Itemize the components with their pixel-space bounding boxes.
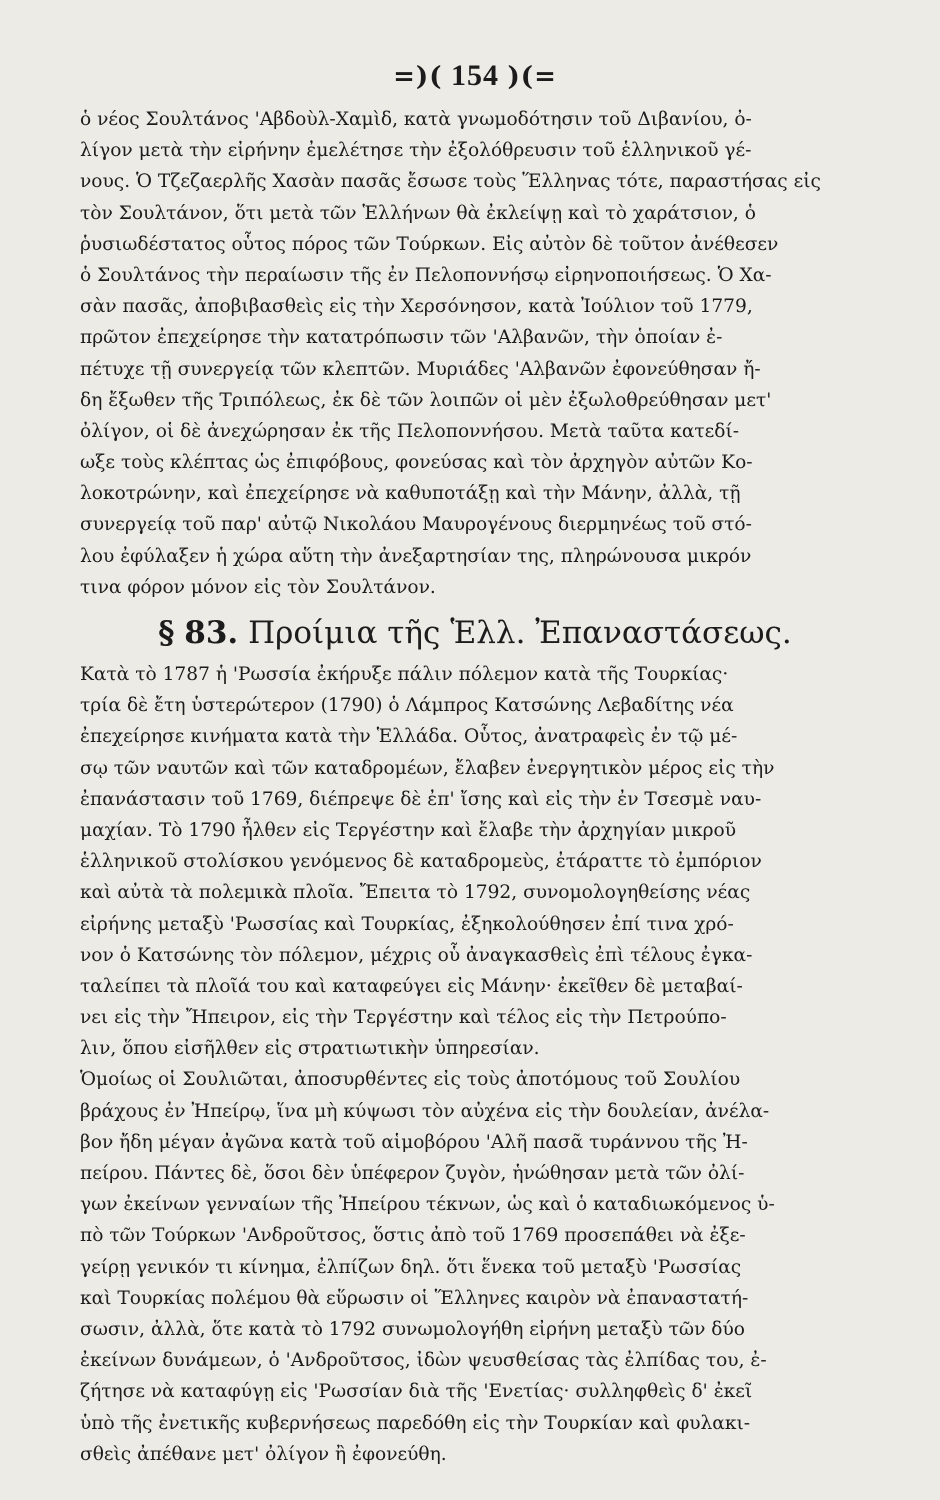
text-line: συνεργείᾳ τοῦ παρ' αὐτῷ Νικολάου Μαυρογένους διερμηνέως τοῦ στό- <box>80 514 752 536</box>
text-line: βράχους ἐν Ἠπείρῳ, ἵνα μὴ κύψωσι τὸν αὐχένα εἰς τὴν δουλείαν, ἀνέλα- <box>80 1100 770 1122</box>
text-line: νει εἰς τὴν Ἤπειρον, εἰς τὴν Τεργέστην καὶ τέλος εἰς τὴν Πετρούπο- <box>80 1007 727 1029</box>
text-line: εἰρήνης μεταξὺ 'Ρωσσίας καὶ Τουρκίας, ἐξηκολούθησεν ἐπί τινα χρό- <box>80 913 734 935</box>
text-line: ἐπανάστασιν τοῦ 1769, διέπρεψε δὲ ἐπ' ἴσης καὶ εἰς τὴν ἐν Τσεσμὲ ναυ- <box>80 788 762 810</box>
text-line: μαχίαν. Τὸ 1790 ἦλθεν εἰς Τεργέστην καὶ ἔλαβε τὴν ἀρχηγίαν μικροῦ <box>80 819 736 841</box>
paragraph-3 <box>80 1064 870 1469</box>
text-line: σῳ τῶν ναυτῶν καὶ τῶν καταδρομέων, ἔλαβεν ἐνεργητικὸν μέρος εἰς τὴν <box>80 757 775 779</box>
text-line: λοκοτρώνην, καὶ ἐπεχείρησε νὰ καθυποτάξῃ καὶ τὴν Μάνην, ἀλλὰ, τῇ <box>80 483 741 505</box>
text-line: πὸ τῶν Τούρκων 'Ανδροῦτσος, ὅστις ἀπὸ τοῦ 1769 προσεπάθει νὰ ἐξε- <box>80 1225 746 1247</box>
header-right-ornament: )(= <box>507 62 557 92</box>
section-heading <box>80 607 870 659</box>
text-line: Ὁμοίως οἱ Σουλιῶται, ἀποσυρθέντες εἰς τοὺς ἀποτόμους τοῦ Σουλίου <box>80 1069 741 1091</box>
text-line: ὁ Σουλτάνος τὴν περαίωσιν τῆς ἐν Πελοποννήσῳ εἰρηνοποιήσεως. Ὁ Χα- <box>80 264 772 286</box>
header-left-ornament: =)( <box>393 62 443 92</box>
text-line: πέτυχε τῇ συνεργείᾳ τῶν κλεπτῶν. Μυριάδες 'Αλβανῶν ἐφονεύθησαν ἤ- <box>80 358 761 380</box>
section-symbol: § <box>158 615 175 651</box>
text-line: λίγον μετὰ τὴν εἰρήνην ἐμελέτησε τὴν ἐξολόθρευσιν τοῦ ἑλληνικοῦ γέ- <box>80 140 752 162</box>
page-number: 154 <box>451 59 499 92</box>
text-line: νους. Ὁ Τζεζαερλῆς Χασὰν πασᾶς ἔσωσε τοὺς Ἕλληνας τότε, παραστήσας εἰς <box>80 171 821 193</box>
text-line: σὰν πασᾶς, ἀποβιβασθεὶς εἰς τὴν Χερσόνησον, κατὰ Ἰούλιον τοῦ 1779, <box>80 296 753 318</box>
text-line: λου ἐφύλαξεν ἡ χώρα αὕτη τὴν ἀνεξαρτησίαν της, πληρώνουσα μικρόν <box>80 545 752 567</box>
text-line: σθεὶς ἀπέθανε μετ' ὀλίγον ἢ ἐφονεύθη. <box>80 1443 447 1465</box>
page-header <box>80 56 870 96</box>
text-line: καὶ αὐτὰ τὰ πολεμικὰ πλοῖα. Ἔπειτα τὸ 1792, συνομολογηθείσης νέας <box>80 882 751 904</box>
text-line: ὁ νέος Σουλτάνος 'Αβδοὺλ-Χαμὶδ, κατὰ γνωμοδότησιν τοῦ Διβανίου, ὀ- <box>80 109 752 130</box>
text-line: πρῶτον ἐπεχείρησε τὴν κατατρόπωσιν τῶν 'Αλβανῶν, τὴν ὁποίαν ἐ- <box>80 327 723 349</box>
text-line: ὑπὸ τῆς ἐνετικῆς κυβερνήσεως παρεδόθη εἰς τὴν Τουρκίαν καὶ φυλακι- <box>80 1412 751 1434</box>
text-line: ωξε τοὺς κλέπτας ὡς ἐπιφόβους, φονεύσας καὶ τὸν ἀρχηγὸν αὐτῶν Κο- <box>80 452 753 474</box>
text-line: ῥυσιωδέστατος οὗτος πόρος τῶν Τούρκων. Εἰς αὐτὸν δὲ τοῦτον ἀνέθεσεν <box>80 233 779 255</box>
text-line: καὶ Τουρκίας πολέμου θὰ εὕρωσιν οἱ Ἕλληνες καιρὸν νὰ ἐπαναστατή- <box>80 1287 749 1309</box>
text-line: νον ὁ Κατσώνης τὸν πόλεμον, μέχρις οὗ ἀναγκασθεὶς ἐπὶ τέλους ἐγκα- <box>80 944 753 966</box>
text-line: Κατὰ τὸ 1787 ἡ 'Ρωσσία ἐκήρυξε πάλιν πόλεμον κατὰ τῆς Τουρκίας· <box>80 664 729 685</box>
text-line: τινα φόρον μόνον εἰς τὸν Σουλτάνον. <box>80 576 436 598</box>
text-line: ζήτησε νὰ καταφύγῃ εἰς 'Ρωσσίαν διὰ τῆς 'Ενετίας· συλληφθεὶς δ' ἐκεῖ <box>80 1381 753 1403</box>
section-number: 83. <box>184 615 239 651</box>
text-line: ὀλίγον, οἱ δὲ ἀνεχώρησαν ἐκ τῆς Πελοποννήσου. Μετὰ ταῦτα κατεδί- <box>80 420 740 442</box>
text-line: τὸν Σουλτάνον, ὅτι μετὰ τῶν Ἑλλήνων θὰ ἐκλείψῃ καὶ τὸ χαράτσιον, ὁ <box>80 202 756 224</box>
text-line: βον ἤδη μέγαν ἀγῶνα κατὰ τοῦ αἱμοβόρου 'Αλῆ πασᾶ τυράννου τῆς Ἠ- <box>80 1131 748 1153</box>
text-line: λιν, ὅπου εἰσῆλθεν εἰς στρατιωτικὴν ὑπηρεσίαν. <box>80 1038 540 1060</box>
paragraph-1 <box>80 104 870 603</box>
paragraph-2 <box>80 659 870 1064</box>
text-line: δη ἔξωθεν τῆς Τριπόλεως, ἐκ δὲ τῶν λοιπῶν οἱ μὲν ἐξωλοθρεύθησαν μετ' <box>80 389 772 411</box>
text-line: ταλείπει τὰ πλοῖά του καὶ καταφεύγει εἰς Μάνην· ἐκεῖθεν δὲ μεταβαί- <box>80 975 743 997</box>
text-line: ἑλληνικοῦ στολίσκου γενόμενος δὲ καταδρομεὺς, ἐτάραττε τὸ ἐμπόριον <box>80 851 762 873</box>
text-line: ἐπεχείρησε κινήματα κατὰ τὴν Ἑλλάδα. Οὗτος, ἀνατραφεὶς ἐν τῷ μέ- <box>80 726 738 748</box>
text-line: πείρου. Πάντες δὲ, ὅσοι δὲν ὑπέφερον ζυγὸν, ἡνώθησαν μετὰ τῶν ὀλί- <box>80 1163 745 1184</box>
book-page <box>80 56 870 1465</box>
text-line: γων ἐκείνων γενναίων τῆς Ἠπείρου τέκνων, ὡς καὶ ὁ καταδιωκόμενος ὑ- <box>80 1194 775 1216</box>
text-line: τρία δὲ ἔτη ὑστερώτερον (1790) ὁ Λάμπρος Κατσώνης Λεβαδίτης νέα <box>80 695 734 717</box>
text-line: σωσιν, ἀλλὰ, ὅτε κατὰ τὸ 1792 συνωμολογήθη εἰρήνη μεταξὺ τῶν δύο <box>80 1318 745 1340</box>
text-line: ἐκείνων δυνάμεων, ὁ 'Ανδροῦτσος, ἰδὼν ψευσθείσας τὰς ἐλπίδας του, ἐ- <box>80 1350 767 1372</box>
text-line: γείρῃ γενικόν τι κίνημα, ἐλπίζων δηλ. ὅτι ἕνεκα τοῦ μεταξὺ 'Ρωσσίας <box>80 1256 742 1278</box>
section-title-text: Προίμια τῆς Ἑλλ. Ἐπαναστάσεως. <box>248 615 792 651</box>
